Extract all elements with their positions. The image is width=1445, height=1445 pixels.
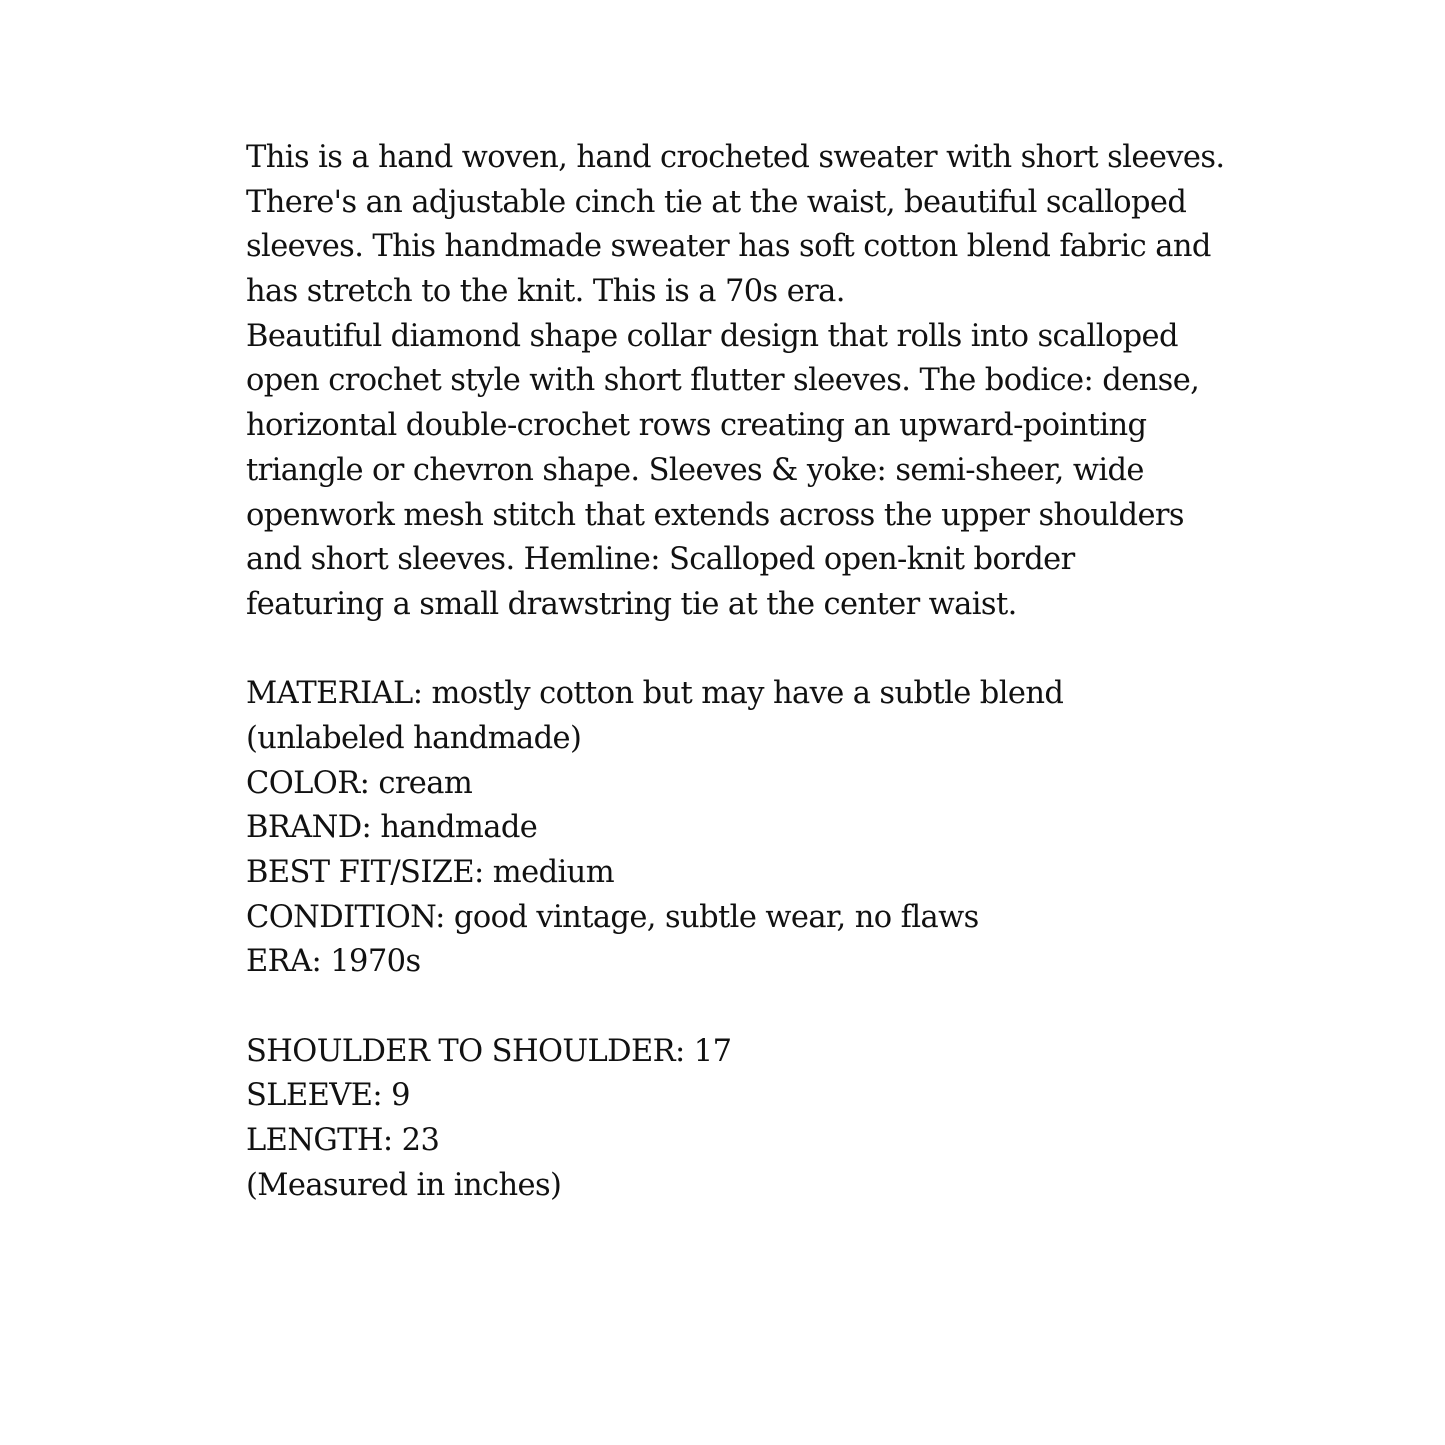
measurement-shoulder: SHOULDER TO SHOULDER: 17 [246,1033,732,1069]
description-line: triangle or chevron shape. Sleeves & yoke: semi-sheer, wide [246,452,1144,488]
measurement-length: LENGTH: 23 [246,1123,440,1159]
description-line: openwork mesh stitch that extends across the upper shoulders [246,497,1184,533]
description-line: There's an adjustable cinch tie at the waist, beautiful scalloped [246,184,1187,220]
detail-color: COLOR: cream [246,765,473,801]
description-line: sleeves. This handmade sweater has soft cotton blend fabric and [246,229,1211,265]
description-paragraph [246,136,1246,628]
measurement-sleeve: SLEEVE: 9 [246,1078,410,1114]
description-line: horizontal double-crochet rows creating an upward-pointing [246,408,1147,444]
description-line: and short sleeves. Hemline: Scalloped open-knit border [246,542,1075,578]
description-line: This is a hand woven, hand crocheted sweater with short sleeves. [246,140,1225,175]
details-list [246,672,1246,985]
description-line: open crochet style with short flutter sleeves. The bodice: dense, [246,363,1200,399]
detail-era: ERA: 1970s [246,944,421,980]
detail-brand: BRAND: handmade [246,810,538,846]
measurement-unit-note: (Measured in inches) [246,1167,562,1203]
product-description-document [246,136,1246,1209]
measurements-list [246,1030,1246,1209]
detail-material: MATERIAL: mostly cotton but may have a subtle blend [246,676,1064,712]
detail-size: BEST FIT/SIZE: medium [246,855,615,890]
description-line: Beautiful diamond shape collar design that rolls into scalloped [246,318,1178,354]
paragraph-spacer [246,628,1246,673]
description-line: has stretch to the knit. This is a 70s era. [246,274,845,310]
paragraph-spacer [246,985,1246,1030]
detail-condition: CONDITION: good vintage, subtle wear, no flaws [246,899,979,935]
detail-material-note: (unlabeled handmade) [246,720,582,756]
description-line: featuring a small drawstring tie at the center waist. [246,586,1017,622]
